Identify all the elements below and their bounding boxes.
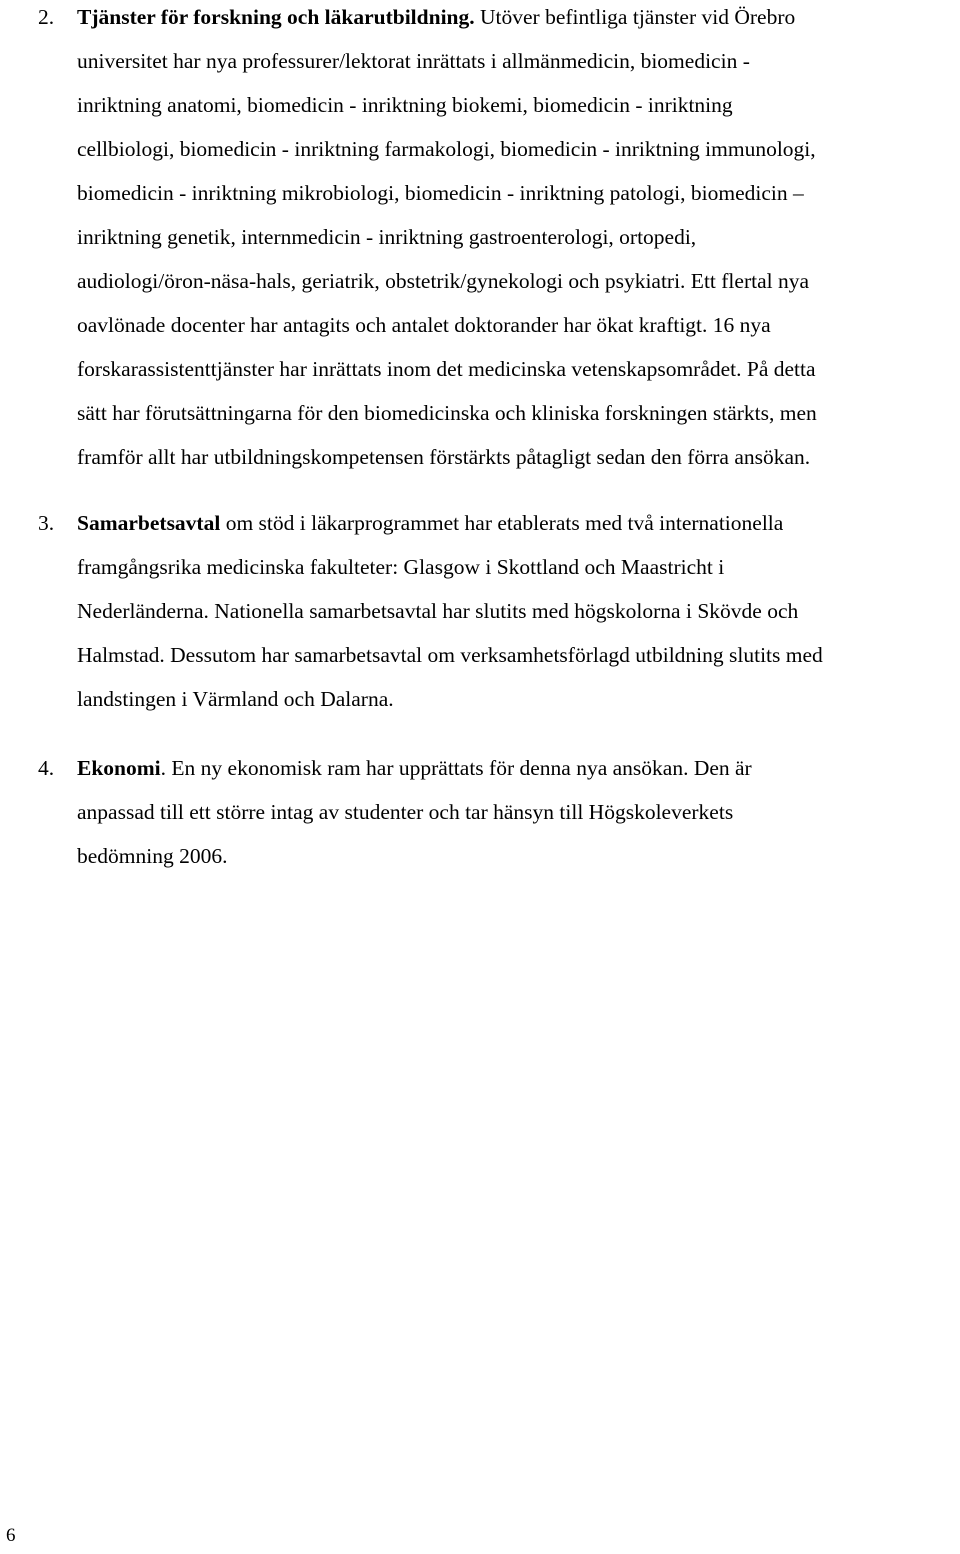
text-line: oavlönade docenter har antagits och antalet doktorander har ökat kraftigt. 16 nya xyxy=(77,313,771,337)
item-body xyxy=(77,0,957,479)
item-body xyxy=(77,501,957,721)
item-body xyxy=(77,746,957,878)
text-line xyxy=(77,746,957,790)
item-number: 3. xyxy=(38,511,55,535)
text-line: audiologi/öron-näsa-hals, geriatrik, obstetrik/gynekologi och psykiatri. Ett flertal nya xyxy=(77,269,810,293)
text-line: framför allt har utbildningskompetensen förstärkts påtagligt sedan den förra ansökan. xyxy=(77,445,811,469)
text-line xyxy=(77,501,957,545)
text-line xyxy=(77,0,957,39)
text-line: anpassad till ett större intag av studenter och tar hänsyn till Högskoleverkets xyxy=(77,800,734,824)
text-run: Utöver befintliga tjänster vid Örebro xyxy=(474,5,796,29)
text-line: framgångsrika medicinska fakulteter: Glasgow i Skottland och Maastricht i xyxy=(77,555,725,579)
text-line: landstingen i Värmland och Dalarna. xyxy=(77,687,394,711)
item-number: 2. xyxy=(38,5,55,29)
text-line: inriktning anatomi, biomedicin - inriktning biokemi, biomedicin - inriktning xyxy=(77,93,733,117)
item-number: 4. xyxy=(38,756,55,780)
text-run: . En ny ekonomisk ram har upprättats för denna nya ansökan. Den är xyxy=(160,756,752,780)
page-number: 6 xyxy=(6,1525,16,1546)
item-heading: Ekonomi xyxy=(77,756,161,780)
text-line: sätt har förutsättningarna för den biomedicinska och kliniska forskningen stärkts, men xyxy=(77,401,817,425)
text-line: biomedicin - inriktning mikrobiologi, biomedicin - inriktning patologi, biomedicin – xyxy=(77,181,804,205)
text-line: universitet har nya professurer/lektorat inrättats i allmänmedicin, biomedicin - xyxy=(77,49,750,73)
text-line: Halmstad. Dessutom har samarbetsavtal om verksamhetsförlagd utbildning slutits med xyxy=(77,643,823,667)
text-line: bedömning 2006. xyxy=(77,844,228,868)
text-line: cellbiologi, biomedicin - inriktning farmakologi, biomedicin - inriktning immunologi, xyxy=(77,137,816,161)
text-line: inriktning genetik, internmedicin - inriktning gastroenterologi, ortopedi, xyxy=(77,225,697,249)
text-run: om stöd i läkarprogrammet har etablerats med två internationella xyxy=(220,511,784,535)
item-heading: Tjänster för forskning och läkarutbildning. xyxy=(77,5,475,29)
text-line: forskarassistenttjänster har inrättats inom det medicinska vetenskapsområdet. På detta xyxy=(77,357,816,381)
text-line: Nederländerna. Nationella samarbetsavtal har slutits med högskolorna i Skövde och xyxy=(77,599,799,623)
item-heading: Samarbetsavtal xyxy=(77,511,221,535)
